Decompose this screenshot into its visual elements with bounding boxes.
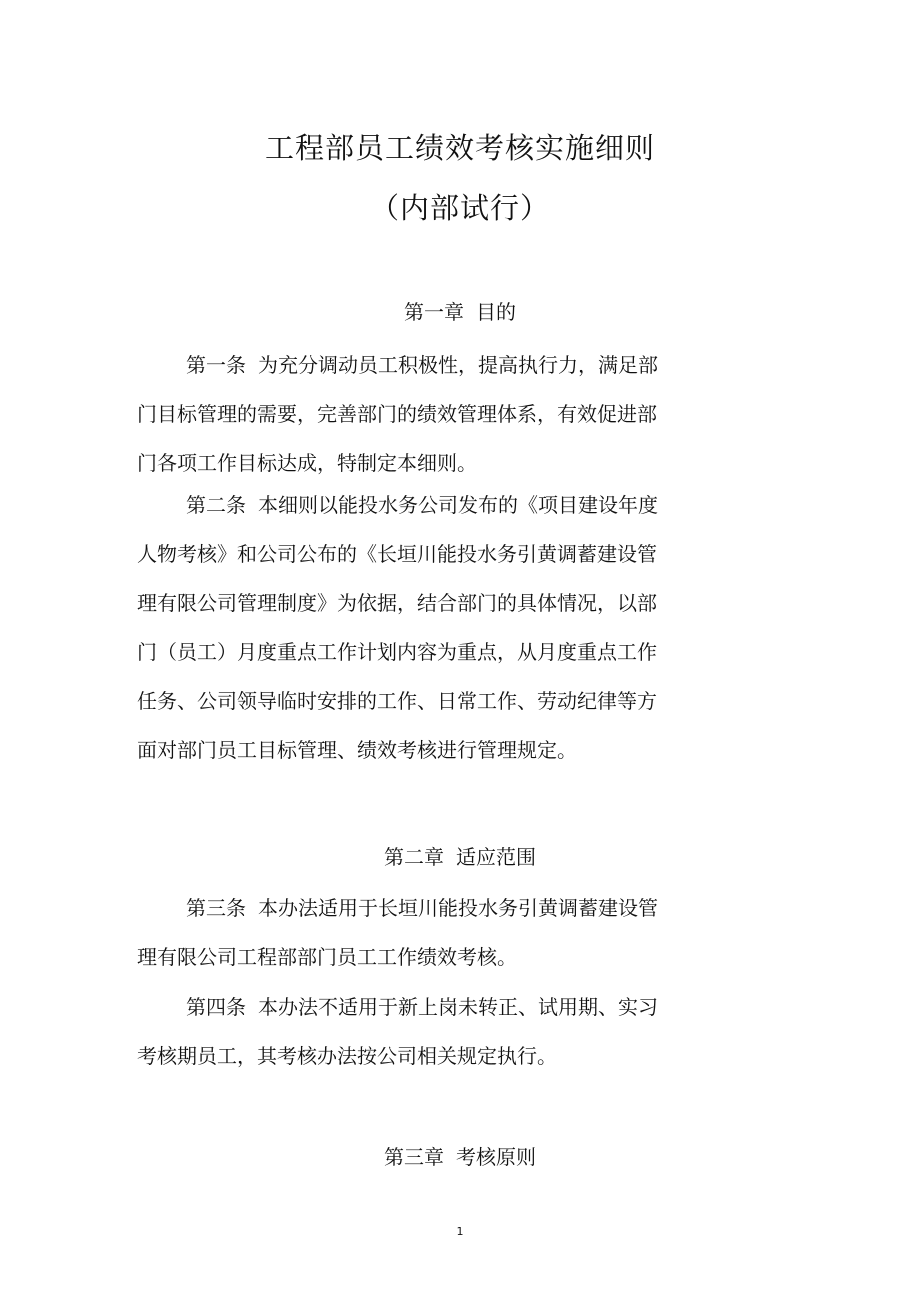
article-line: 理有限公司工程部部门员工工作绩效考核。: [137, 945, 517, 969]
chapter-name: 考核原则: [456, 1145, 536, 1169]
document-subtitle: （内部试行）: [369, 191, 550, 225]
chapter-name: 目的: [476, 300, 516, 324]
article-2: [137, 481, 687, 775]
article-line: 门各项工作目标达成，特制定本细则。: [137, 451, 477, 475]
chapter-heading-3: [0, 1142, 920, 1172]
article-line: 门（员工）月度重点工作计划内容为重点，从月度重点工作: [137, 640, 657, 664]
article-line: 第二条 本细则以能投水务公司发布的《项目建设年度: [186, 493, 658, 517]
article-line: 考核期员工，其考核办法按公司相关规定执行。: [137, 1044, 557, 1068]
chapter-number: 第二章: [384, 845, 444, 869]
article-line: 理有限公司管理制度》为依据，结合部门的具体情况，以部: [137, 591, 657, 615]
article-label: 第一条: [186, 353, 246, 377]
article-line: 任务、公司领导临时安排的工作、日常工作、劳动纪律等方: [137, 689, 657, 713]
chapter-number: 第三章: [384, 1145, 444, 1169]
article-4: [137, 983, 687, 1081]
chapter-number: 第一章: [404, 300, 464, 324]
article-label: 第三条: [186, 896, 246, 920]
chapter-heading-2: [0, 842, 920, 872]
chapter-name: 适应范围: [456, 845, 536, 869]
article-line: 第四条 本办法不适用于新上岗未转正、试用期、实习: [186, 995, 658, 1019]
article-line: 第三条 本办法适用于长垣川能投水务引黄调蓄建设管: [186, 896, 658, 920]
article-line: 面对部门员工目标管理、绩效考核进行管理规定。: [137, 738, 577, 762]
document-title: 工程部员工绩效考核实施细则: [264, 131, 655, 165]
article-line: 第一条 为充分调动员工积极性，提高执行力，满足部: [186, 353, 658, 377]
page-number: 1: [456, 1225, 464, 1238]
article-line: 人物考核》和公司公布的《长垣川能投水务引黄调蓄建设管: [137, 542, 657, 566]
article-label: 第四条: [186, 995, 246, 1019]
article-3: [137, 884, 687, 982]
article-1: [137, 341, 687, 488]
article-label: 第二条: [186, 493, 246, 517]
chapter-heading-1: [0, 297, 920, 327]
article-line: 门目标管理的需要，完善部门的绩效管理体系，有效促进部: [137, 402, 657, 426]
